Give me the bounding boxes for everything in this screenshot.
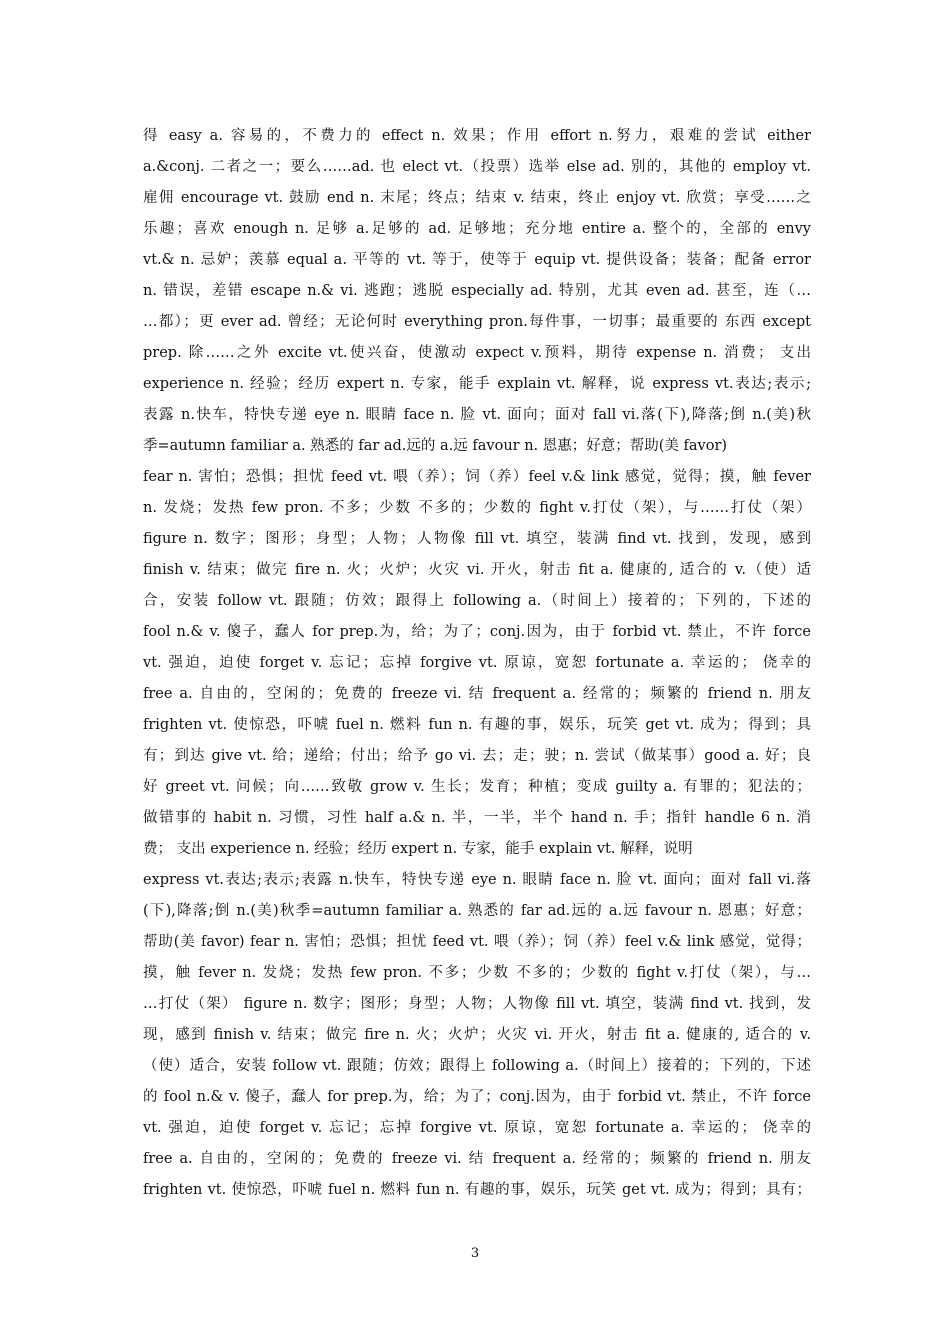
text-line: 摸，触 fever n. 发烧；发热 few pron. 不多；少数 不多的；少数的 fight v.打仗（架），与… xyxy=(143,965,811,981)
text-line: 乐趣；喜欢 enough n. 足够 a.足够的 ad. 足够地；充分地 entire a. 整个的，全部的 envy xyxy=(143,221,811,237)
text-line: （使）适合，安装 follow vt. 跟随；仿效；跟得上 following a.（时间上）接着的；下列的，下述 xyxy=(143,1058,811,1074)
text-line: frighten vt. 使惊恐，吓唬 fuel n. 燃料 fun n. 有趣的事，娱乐，玩笑 get vt. 成为；得到；具有； xyxy=(143,1182,811,1198)
text-line: 季=autumn familiar a. 熟悉的 far ad.远的 a.远 favour n. 恩惠；好意；帮助(美 favor) xyxy=(143,438,728,454)
text-line: a.&conj. 二者之一；要么……ad. 也 elect vt.（投票）选举 else ad. 别的，其他的 employ vt. xyxy=(143,159,811,175)
text-line: vt.& n. 忌妒；羡慕 equal a. 平等的 vt. 等于，使等于 equip vt. 提供设备；装备；配备 error xyxy=(143,252,811,268)
text-line: free a. 自由的，空闲的；免费的 freeze vi. 结 frequent a. 经常的；频繁的 friend n. 朋友 xyxy=(143,1151,811,1167)
text-line: vt. 强迫，迫使 forget v. 忘记；忘掉 forgive vt. 原谅，宽恕 fortunate a. 幸运的； 侥幸的 xyxy=(143,655,811,671)
text-line: 得 easy a. 容易的，不费力的 effect n. 效果；作用 effort n.努力，艰难的尝试 either xyxy=(143,128,811,144)
text-line: 做错事的 habit n. 习惯，习性 half a.& n. 半，一半，半个 hand n. 手；指针 handle 6 n. 消 xyxy=(143,810,811,826)
text-line: finish v. 结束；做完 fire n. 火；火炉；火灾 vi. 开火，射击 fit a. 健康的, 适合的 v.（使）适 xyxy=(143,562,811,578)
text-line: 好 greet vt. 问候；向……致敬 grow v. 生长；发育；种植；变成 guilty a. 有罪的；犯法的； xyxy=(143,779,811,795)
page-number: 3 xyxy=(470,1246,480,1261)
text-line: 表露 n.快车，特快专递 eye n. 眼睛 face n. 脸 vt. 面向；面对 fall vi.落(下),降落;倒 n.(美)秋 xyxy=(143,407,811,423)
text-line: 费； 支出 experience n. 经验；经历 expert n. 专家，能手 explain vt. 解释，说明 xyxy=(143,841,693,857)
text-line: fear n. 害怕；恐惧；担忧 feed vt. 喂（养）；饲（养）feel v.& link 感觉，觉得；摸，触 fever xyxy=(143,469,811,485)
text-line: 现，感到 finish v. 结束；做完 fire n. 火；火炉；火灾 vi. 开火，射击 fit a. 健康的, 适合的 v. xyxy=(143,1027,811,1043)
text-line: …都）；更 ever ad. 曾经；无论何时 everything pron.每件事，一切事；最重要的 东西 except xyxy=(143,314,811,330)
text-line: vt. 强迫，迫使 forget v. 忘记；忘掉 forgive vt. 原谅，宽恕 fortunate a. 幸运的； 侥幸的 xyxy=(143,1120,811,1136)
text-line: frighten vt. 使惊恐，吓唬 fuel n. 燃料 fun n. 有趣的事，娱乐，玩笑 get vt. 成为；得到；具 xyxy=(143,717,811,733)
text-line: express vt.表达;表示;表露 n.快车，特快专递 eye n. 眼睛 face n. 脸 vt. 面向；面对 fall vi.落 xyxy=(143,872,811,888)
text-line: fool n.& v. 傻子，蠢人 for prep.为，给；为了；conj.因为，由于 forbid vt. 禁止，不许 force xyxy=(143,624,811,640)
text-line: …打仗（架） figure n. 数字；图形；身型；人物；人物像 fill vt. 填空，装满 find vt. 找到，发 xyxy=(143,996,811,1012)
text-line: 雇佣 encourage vt. 鼓励 end n. 末尾；终点；结束 v. 结束，终止 enjoy vt. 欣赏；享受……之 xyxy=(143,190,811,206)
text-line: 有；到达 give vt. 给；递给；付出；给予 go vi. 去；走；驶；n. 尝试（做某事）good a. 好；良 xyxy=(143,748,811,764)
text-line: 的 fool n.& v. 傻子，蠢人 for prep.为，给；为了；conj.因为，由于 forbid vt. 禁止，不许 force xyxy=(143,1089,811,1105)
text-line: 合，安装 follow vt. 跟随；仿效；跟得上 following a.（时间上）接着的；下列的，下述的 xyxy=(143,593,811,609)
text-line: free a. 自由的，空闲的；免费的 freeze vi. 结 frequent a. 经常的；频繁的 friend n. 朋友 xyxy=(143,686,811,702)
text-line: n. 错误，差错 escape n.& vi. 逃跑；逃脱 especially ad. 特别，尤其 even ad. 甚至，连（… xyxy=(143,283,811,299)
body-text xyxy=(143,121,811,1206)
text-line: experience n. 经验；经历 expert n. 专家，能手 explain vt. 解释，说 express vt.表达;表示; xyxy=(143,376,811,392)
text-line: n. 发烧；发热 few pron. 不多；少数 不多的；少数的 fight v.打仗（架），与……打仗（架） xyxy=(143,500,811,516)
text-line: 帮助(美 favor) fear n. 害怕；恐惧；担忧 feed vt. 喂（养）；饲（养）feel v.& link 感觉，觉得； xyxy=(143,934,811,950)
text-line: figure n. 数字；图形；身型；人物；人物像 fill vt. 填空，装满 find vt. 找到，发现，感到 xyxy=(143,531,811,547)
text-line: (下),降落;倒 n.(美)秋季=autumn familiar a. 熟悉的 far ad.远的 a.远 favour n. 恩惠；好意； xyxy=(143,903,811,919)
text-line: prep. 除……之外 excite vt.使兴奋，使激动 expect v.预料，期待 expense n. 消费； 支出 xyxy=(143,345,811,361)
